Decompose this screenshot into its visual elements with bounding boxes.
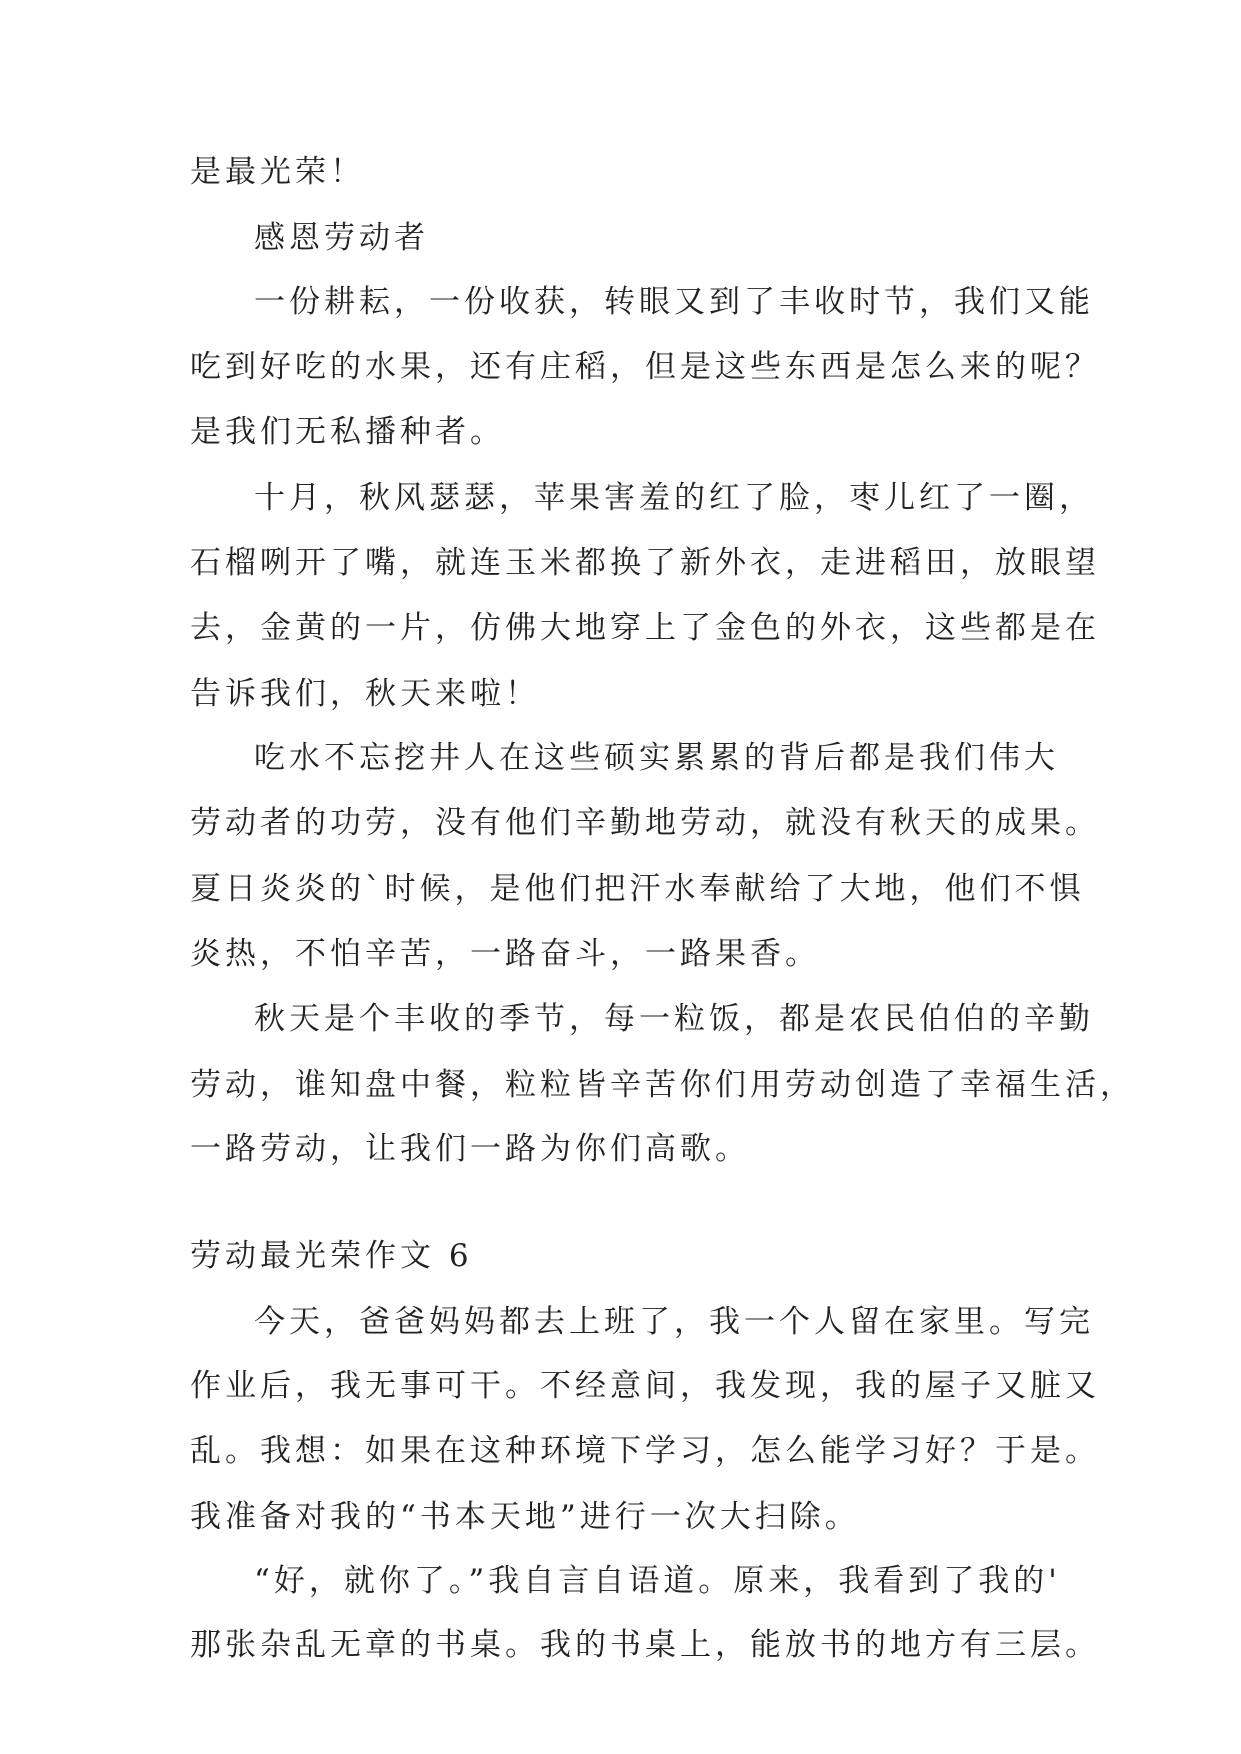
text-line: 乱。我想：如果在这种环境下学习，怎么能学习好？于是。 [190,1433,1100,1469]
text-line: 是我们无私播种者。 [190,414,505,450]
text-line: 夏日炎炎的`时候，是他们把汗水奉献给了大地，他们不惧 [190,871,1085,907]
text-line: 我准备对我的“书本天地”进行一次大扫除。 [190,1499,860,1535]
text-line: 吃水不忘挖井人在这些硕实累累的背后都是我们伟大 [254,740,1059,776]
text-line: 告诉我们，秋天来啦！ [190,676,540,712]
text-line: 那张杂乱无章的书桌。我的书桌上，能放书的地方有三层。 [190,1627,1100,1663]
text-line: 今天，爸爸妈妈都去上班了，我一个人留在家里。写完 [254,1304,1094,1340]
text-line: 劳动者的功劳，没有他们辛勤地劳动，就没有秋天的成果。 [190,805,1100,841]
text-line: 劳动，谁知盘中餐，粒粒皆辛苦你们用劳动创造了幸福生活， [190,1067,1135,1103]
text-line: 秋天是个丰收的季节，每一粒饭，都是农民伯伯的辛勤 [254,1001,1094,1037]
text-line: 十月，秋风瑟瑟，苹果害羞的红了脸，枣儿红了一圈， [254,480,1094,516]
text-line: 是最光荣！ [190,154,365,190]
section-heading: 感恩劳动者 [254,220,429,256]
text-line: “好，就你了。”我自言自语道。原来，我看到了我的' [254,1563,1061,1599]
text-line: 炎热，不怕辛苦，一路奋斗，一路果香。 [190,936,820,972]
text-line: 一路劳动，让我们一路为你们高歌。 [190,1131,750,1167]
text-line: 吃到好吃的水果，还有庄稻，但是这些东西是怎么来的呢？ [190,349,1100,385]
text-line: 去，金黄的一片，仿佛大地穿上了金色的外衣，这些都是在 [190,610,1100,646]
text-line: 石榴咧开了嘴，就连玉米都换了新外衣，走进稻田，放眼望 [190,545,1100,581]
essay-title: 劳动最光荣作文 6 [190,1238,473,1274]
text-line: 一份耕耘，一份收获，转眼又到了丰收时节，我们又能 [254,284,1094,320]
text-line: 作业后，我无事可干。不经意间，我发现，我的屋子又脏又 [190,1368,1100,1404]
